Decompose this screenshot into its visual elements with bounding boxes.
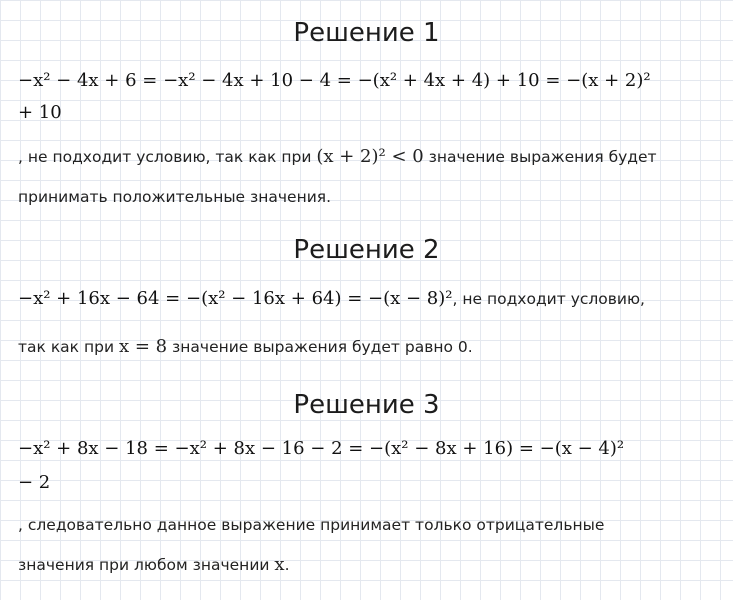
solution-2-equation-line-1: −x² + 16x − 64 = −(x² − 16x + 64) = −(x − 8)² [18,288,453,309]
solution-2-text-line [18,336,473,357]
solution-3-equation [18,438,624,459]
solution-3-equation-line-1: −x² + 8x − 18 = −x² + 8x − 16 − 2 = −(x² − 8x + 16) = −(x − 4)² [18,438,625,459]
solution-2-equation [18,288,645,309]
solution-1-text-prefix: , не подходит условию, так как при [18,148,312,166]
solution-1-title: Решение 1 [293,18,440,48]
solution-2-text-prefix: так как при [18,338,115,356]
solution-3-text-suffix: . [284,556,290,574]
solution-3-text-line-2 [18,554,290,575]
solution-2-inline-math: x = 8 [118,336,168,357]
solution-1-equation [18,70,651,91]
solution-2-equation-suffix: , не подходит условию, [452,290,645,308]
solution-1-text-line-1 [18,146,657,167]
solution-1-equation-line-1: −x² − 4x + 6 = −x² − 4x + 10 − 4 = −(x² + 4x + 4) + 10 = −(x + 2)² [18,70,651,91]
solution-1-text-line-2: принимать положительные значения. [18,188,332,206]
solution-1-inline-math: (x + 2)² < 0 [316,146,424,167]
solution-2-title: Решение 2 [293,235,440,265]
solution-3-text-prefix: значения при любом значении [18,556,270,574]
solution-3-inline-math: x [274,554,285,575]
solution-2-text-suffix: значение выражения будет равно 0. [172,338,473,356]
solution-3-title: Решение 3 [293,390,440,420]
solution-1-text-suffix: значение выражения будет [428,148,657,166]
solution-3-equation-continued: − 2 [18,472,51,493]
solution-3-text-line-1: , следовательно данное выражение принимает только отрицательные [18,516,605,534]
solution-1-equation-continued: + 10 [18,102,62,123]
